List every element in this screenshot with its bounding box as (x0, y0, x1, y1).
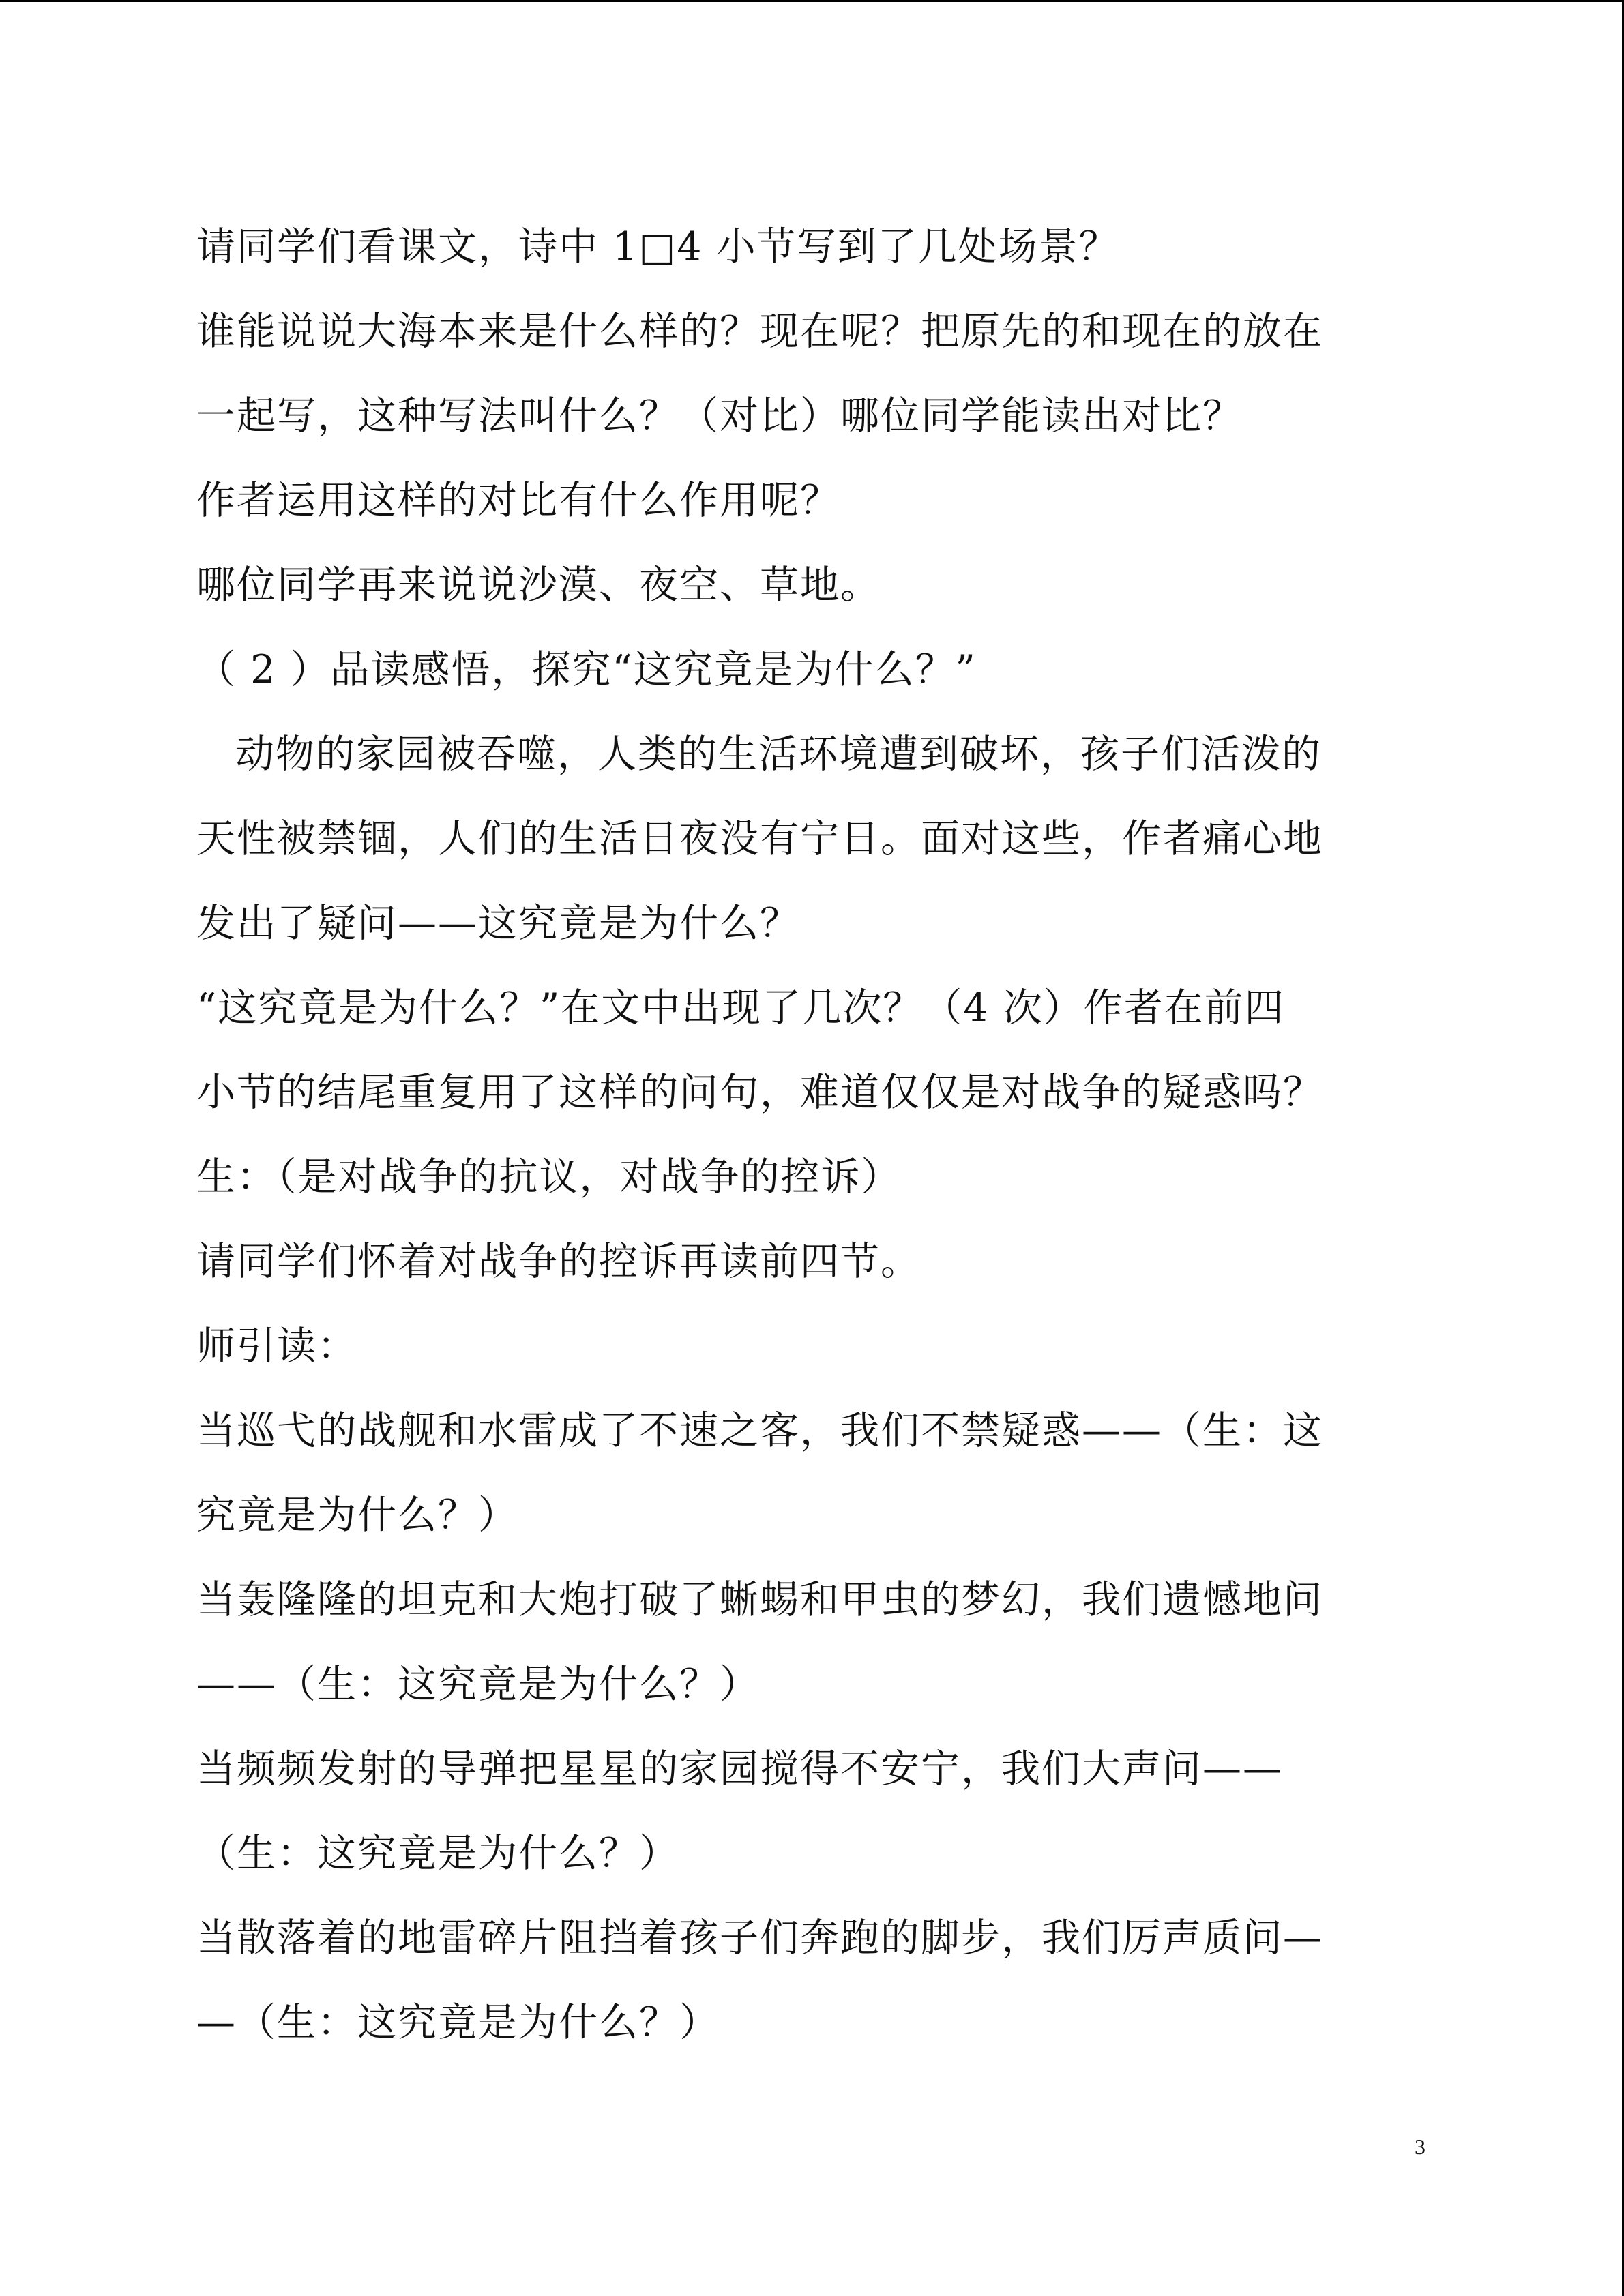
text-line: 发出了疑问——这究竟是为什么？ (196, 901, 800, 946)
text-line: 请同学们怀着对战争的控诉再读前四节。 (196, 1239, 921, 1284)
text-line: 当轰隆隆的坦克和大炮打破了蜥蜴和甲虫的梦幻，我们遗憾地问 (196, 1577, 1323, 1622)
page-number: 3 (1415, 2134, 1426, 2159)
page-border-top (0, 0, 1624, 2)
text-line: 小节的结尾重复用了这样的问句，难道仅仅是对战争的疑惑吗？ (196, 1070, 1323, 1115)
text-line: 一起写，这种写法叫什么？（对比）哪位同学能读出对比？ (196, 393, 1243, 438)
text-line: 哪位同学再来说说沙漠、夜空、草地。 (196, 563, 881, 608)
text-line: 作者运用这样的对比有什么作用呢？ (196, 478, 840, 523)
text-line: 生：（是对战争的抗议，对战争的控诉） (196, 1154, 902, 1199)
section-heading: （ 2 ）品读感悟，探究“这究竟是为什么？” (196, 647, 977, 692)
text-line: 动物的家园被吞噬，人类的生活环境遭到破坏，孩子们活泼的 (235, 732, 1322, 777)
text-line: “这究竟是为什么？”在文中出现了几次？（4 次）作者在前四 (196, 985, 1285, 1030)
text-line: 请同学们看课文，诗中 1□4 小节写到了几处场景？ (196, 224, 1119, 269)
text-line: 当频频发射的导弹把星星的家园搅得不安宁，我们大声问—— (196, 1746, 1283, 1791)
text-line: 天性被禁锢，人们的生活日夜没有宁日。面对这些，作者痛心地 (196, 816, 1323, 861)
text-line: （生：这究竟是为什么？） (196, 1831, 679, 1876)
document-body (196, 205, 1417, 2065)
text-line: 当散落着的地雷碎片阻挡着孩子们奔跑的脚步，我们厉声质问— (196, 1915, 1323, 1960)
text-line: 谁能说说大海本来是什么样的？现在呢？把原先的和现在的放在 (196, 309, 1323, 354)
text-line: 师引读： (196, 1324, 357, 1369)
text-line: ——（生：这究竟是为什么？） (196, 1662, 760, 1707)
text-line: —（生：这究竟是为什么？） (196, 2000, 720, 2045)
text-line: 当巡弋的战舰和水雷成了不速之客，我们不禁疑惑——（生：这 (196, 1408, 1323, 1453)
text-line: 究竟是为什么？） (196, 1493, 518, 1538)
